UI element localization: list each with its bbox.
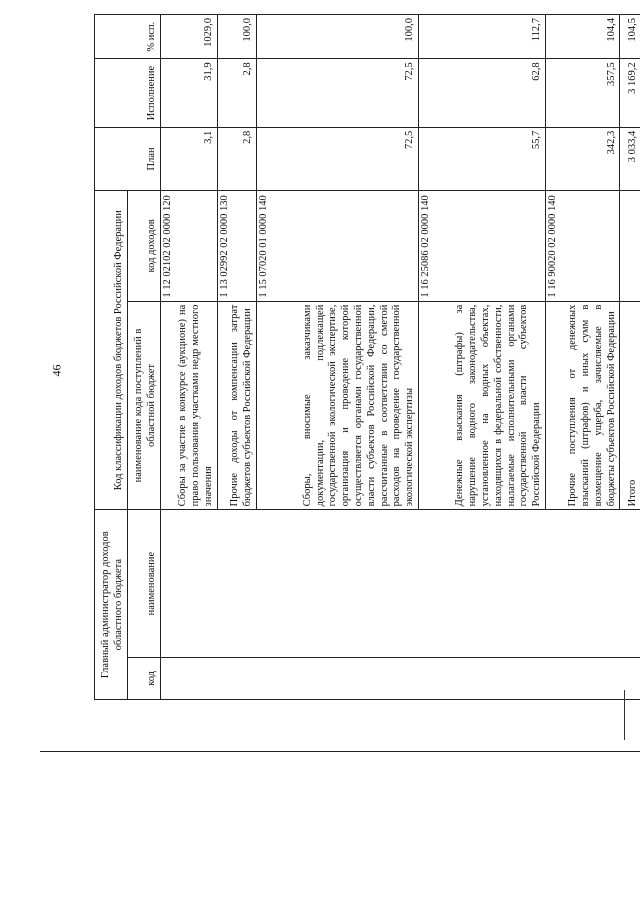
income-code-header: код доходов: [128, 191, 161, 302]
execution-cell: 31,9: [161, 59, 218, 127]
admin-code-header: код: [128, 657, 161, 699]
percent-cell: 112,7: [419, 15, 546, 59]
total-execution: 3 169,2: [620, 59, 640, 127]
admin-name-cell: [161, 510, 640, 658]
classification-group-header: Код классификации доходов бюджетов Российской Федерации: [95, 191, 128, 510]
admin-code-cell: [161, 657, 640, 699]
income-name-cell: Сборы, вносимые заказчиками документации, подлежащей государственной экологической экспертизе, организация и проведение которой осуществляется органами государственной власти субъектов Российской Федерации, рассчитанные в соответствии со сметой расходов на проведение государственной экологической экспертизы: [256, 301, 418, 510]
percent-cell: 104,4: [545, 15, 619, 59]
total-label: Итого: [620, 301, 640, 510]
income-code-cell: 1 12 02102 02 0000 120: [161, 191, 218, 302]
income-name-cell: Денежные взыскания (штрафы) за нарушение водного законодательства, установленное на водных объектах, находящихся в федеральной собственности, налагаемые исполнительными органами государственной власти субъектов Российской Федерации: [419, 301, 546, 510]
plan-header: План: [95, 127, 161, 190]
income-code-cell: 1 15 07020 01 0000 140: [256, 191, 418, 302]
admin-group-header: Главный администратор доходов областного бюджета: [95, 510, 128, 700]
execution-cell: 62,8: [419, 59, 546, 127]
table-row: [161, 15, 218, 700]
page-number: 46: [49, 364, 64, 377]
income-code-cell: 1 16 25086 02 0000 140: [419, 191, 546, 302]
total-percent: 104,5: [620, 15, 640, 59]
percent-cell: 1029,0: [161, 15, 218, 59]
income-name-header: наименование кода поступлений в областной бюджет: [128, 301, 161, 510]
execution-header: Исполнение: [95, 59, 161, 127]
plan-cell: 72,5: [256, 127, 418, 190]
bottom-rule: [40, 751, 640, 752]
total-code-cell: [620, 191, 640, 302]
income-name-cell: Прочие поступления от денежных взысканий (штрафов) и иных сумм в возмещение ущерба, зачисляемые в бюджеты субъектов Российской Федерации: [545, 301, 619, 510]
revenue-table: [94, 14, 640, 700]
header-row-1: [95, 15, 128, 700]
execution-cell: 357,5: [545, 59, 619, 127]
percent-cell: 100,0: [217, 15, 256, 59]
income-code-cell: 1 13 02992 02 0000 130: [217, 191, 256, 302]
percent-cell: 100,0: [256, 15, 418, 59]
plan-cell: 55,7: [419, 127, 546, 190]
admin-name-header: наименование: [128, 510, 161, 658]
percent-header: % исп.: [95, 15, 161, 59]
execution-cell: 72,5: [256, 59, 418, 127]
total-plan: 3 033,4: [620, 127, 640, 190]
execution-cell: 2,8: [217, 59, 256, 127]
plan-cell: 3,1: [161, 127, 218, 190]
plan-cell: 342,3: [545, 127, 619, 190]
income-name-cell: Прочие доходы от компенсации затрат бюджетов субъектов Российской Федерации: [217, 301, 256, 510]
plan-cell: 2,8: [217, 127, 256, 190]
side-rule: [624, 690, 625, 740]
income-name-cell: Сборы за участие в конкурсе (аукционе) на право пользования участками недр местного значения: [161, 301, 218, 510]
income-code-cell: 1 16 90020 02 0000 140: [545, 191, 619, 302]
rotated-table-container: [94, 14, 640, 700]
